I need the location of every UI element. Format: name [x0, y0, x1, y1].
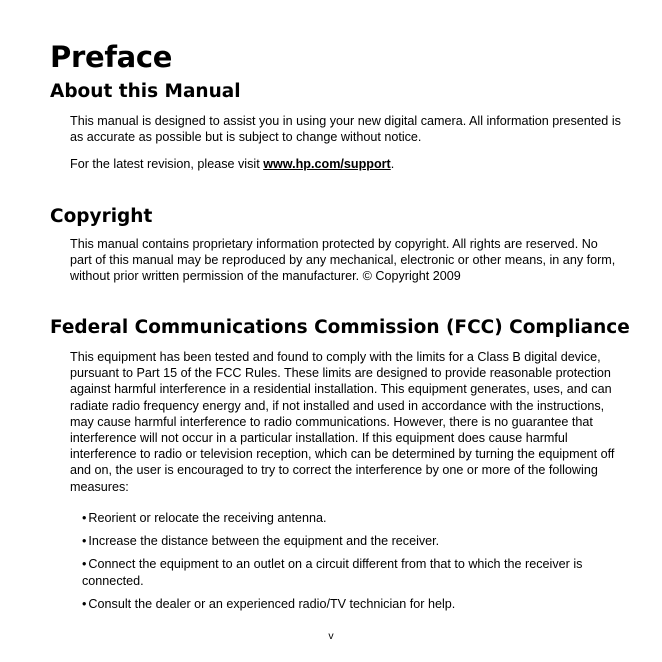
- list-item: • Reorient or relocate the receiving antenna.: [82, 510, 612, 526]
- list-item: • Increase the distance between the equipment and the receiver.: [82, 533, 612, 549]
- revision-suffix: .: [390, 157, 395, 171]
- revision-text: For the latest revision, please visit: [70, 157, 264, 171]
- support-link[interactable]: www.hp.com/support: [263, 157, 391, 171]
- list-item: • Connect the equipment to an outlet on a circuit different from that to which the receiver is connected.: [82, 556, 612, 588]
- copyright-heading: Copyright: [50, 206, 153, 227]
- fcc-measures-list: [82, 510, 612, 619]
- revision-paragraph: [70, 156, 622, 172]
- fcc-paragraph: This equipment has been tested and found to comply with the limits for a Class B digital device, pursuant to Part 15 of the FCC Rules. These limits are designed to provide reasonable protection against harmful interference in a residential installation. This equipment generates, uses, and can radiate radio frequency energy and, if not installed and used in accordance with the instructions, may cause harmful interference to radio communications. However, there is no guarantee that interference will not occur in a particular installation. If this equipment does cause harmful interference to radio or television reception, which can be determined by turning the equipment off and on, the user is encouraged to try to correct the interference by one or more of the following measures:: [70, 350, 615, 494]
- copyright-paragraph: This manual contains proprietary information protected by copyright. All rights are reserved. No part of this manual may be reproduced by any mechanical, electronic or other means, in any form, without prior written permission of the manufacturer. © Copyright 2009: [70, 237, 616, 284]
- about-paragraph: This manual is designed to assist you in using your new digital camera. All information presented is as accurate as possible but is subject to change without notice.: [70, 114, 621, 145]
- fcc-heading: Federal Communications Commission (FCC) Compliance: [50, 317, 630, 338]
- list-item: • Consult the dealer or an experienced radio/TV technician for help.: [82, 596, 612, 612]
- about-heading: About this Manual: [50, 81, 241, 102]
- page-title: Preface: [50, 40, 173, 74]
- page-number: v: [328, 630, 334, 642]
